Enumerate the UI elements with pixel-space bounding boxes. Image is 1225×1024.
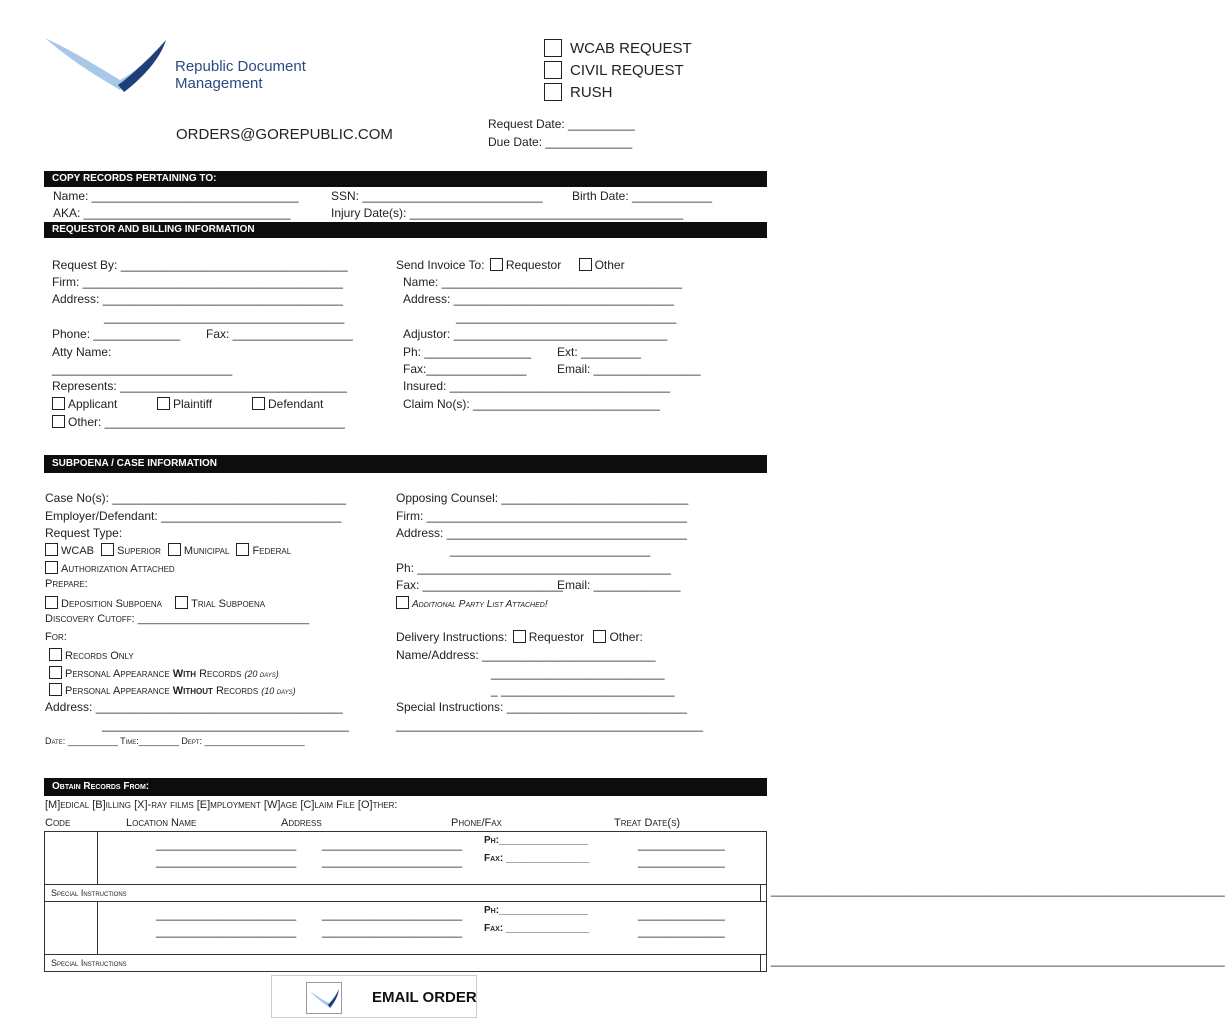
adjustor-field[interactable]: Adjustor: ________________________________ — [403, 327, 668, 341]
request-type-label: Request Type: — [45, 526, 123, 540]
treat-date-line-1b[interactable]: _____________ — [638, 854, 725, 868]
prepare-label: Prepare: — [45, 578, 88, 590]
brand-line-2: Management — [175, 75, 263, 92]
address-line-1a[interactable]: _____________________ — [322, 837, 463, 851]
bird-swoosh-icon — [40, 30, 170, 100]
phone-field-2[interactable]: Ph:________________ — [484, 905, 589, 916]
case-number-field[interactable]: Case No(s): ___________________________________ — [45, 491, 346, 505]
defendant-checkbox[interactable] — [252, 397, 265, 410]
subpoena-address-line-2[interactable]: _____________________________________ — [102, 718, 349, 732]
delivery-address-line-2[interactable]: __________________________ — [491, 666, 665, 680]
trial-subpoena-checkbox[interactable] — [175, 596, 188, 609]
represents-field[interactable]: Represents: __________________________________ — [52, 379, 347, 393]
due-date-field[interactable]: Due Date: _____________ — [488, 135, 633, 149]
address-line-2[interactable]: ____________________________________ — [104, 310, 345, 324]
special-instructions-input-2[interactable]: ____________________________________________________________________ — [760, 955, 766, 972]
appearance-with-records-option[interactable]: Personal Appearance With Records (20 days) — [49, 666, 279, 680]
adjustor-phone-field[interactable]: Ph: ________________ — [403, 345, 532, 359]
defendant-option[interactable]: Defendant — [252, 397, 323, 411]
column-phone-fax: Phone/Fax — [451, 817, 502, 829]
atty-name-label: Atty Name: — [52, 345, 112, 359]
address-line-2b[interactable]: _____________________ — [322, 924, 463, 938]
represents-other-option[interactable]: Other: ____________________________________ — [52, 415, 345, 429]
represents-other-checkbox[interactable] — [52, 415, 65, 428]
opposing-counsel-field[interactable]: Opposing Counsel: ____________________________ — [396, 491, 689, 505]
adjustor-ext-field[interactable]: Ext: _________ — [557, 345, 642, 359]
invoice-address-line-2[interactable]: _________________________________ — [456, 310, 677, 324]
wcab-request-option[interactable]: WCAB REQUEST — [544, 38, 692, 60]
location-name-line-2b[interactable]: _____________________ — [156, 924, 297, 938]
atty-name-field[interactable]: ___________________________ — [52, 362, 233, 376]
brand-name — [175, 58, 306, 92]
send-invoice-group: Send Invoice To: Requestor Other — [396, 258, 625, 272]
authorization-checkbox[interactable] — [45, 561, 58, 574]
location-row-2 — [98, 902, 767, 955]
invoice-requestor-checkbox[interactable] — [490, 258, 503, 271]
delivery-name-address-field[interactable]: Name/Address: __________________________ — [396, 648, 656, 662]
company-logo — [40, 30, 170, 105]
opposing-fax-field[interactable]: Fax: _____________________ — [396, 578, 563, 592]
special-instructions-line-2[interactable]: ______________________________________________ — [396, 718, 703, 732]
subject-name-field[interactable]: Name: _______________________________ — [53, 189, 299, 203]
rush-option[interactable]: RUSH — [544, 82, 692, 104]
treat-date-line-2a[interactable]: _____________ — [638, 907, 725, 921]
request-type-group — [544, 38, 692, 104]
civil-request-option[interactable]: CIVIL REQUEST — [544, 60, 692, 82]
email-order-button[interactable] — [271, 975, 477, 1018]
insured-field[interactable]: Insured: _________________________________ — [403, 379, 670, 393]
superior-checkbox[interactable] — [101, 543, 114, 556]
invoice-other-checkbox[interactable] — [579, 258, 592, 271]
applicant-checkbox[interactable] — [52, 397, 65, 410]
injury-date-field[interactable]: Injury Date(s): _________________________________________ — [331, 206, 684, 220]
subpoena-address-field[interactable]: Address: _____________________________________ — [45, 700, 343, 714]
address-line-1b[interactable]: _____________________ — [322, 854, 463, 868]
applicant-option[interactable]: Applicant — [52, 397, 117, 411]
for-label: For: — [45, 631, 67, 643]
opposing-firm-field[interactable]: Firm: _______________________________________ — [396, 509, 687, 523]
location-name-line-1a[interactable]: _____________________ — [156, 837, 297, 851]
birth-date-field[interactable]: Birth Date: ____________ — [572, 189, 713, 203]
adjustor-fax-field[interactable]: Fax:_______________ — [403, 362, 527, 376]
deposition-subpoena-checkbox[interactable] — [45, 596, 58, 609]
bird-logo-icon — [306, 982, 342, 1014]
employer-defendant-field[interactable]: Employer/Defendant: ___________________________ — [45, 509, 342, 523]
location-row-1 — [98, 832, 767, 885]
orders-email: ORDERS@GOREPUBLIC.COM — [176, 126, 393, 143]
column-location-name: Location Name — [126, 817, 197, 829]
special-instructions-input-1[interactable]: ____________________________________________________________________ — [760, 885, 766, 902]
email-order-label: EMAIL ORDER — [372, 989, 477, 1006]
delivery-instructions-group: Delivery Instructions: Requestor Other: — [396, 630, 643, 644]
special-instructions-label-1: Special Instructions — [45, 885, 761, 902]
delivery-address-line-3[interactable]: _ __________________________ — [491, 683, 675, 697]
court-type-group: WCAB Superior Municipal Federal — [45, 543, 291, 557]
fax-field-2[interactable]: Fax: _______________ — [484, 923, 590, 934]
ssn-field[interactable]: SSN: ___________________________ — [331, 189, 543, 203]
phone-field[interactable]: Phone: _____________ — [52, 327, 181, 341]
adjustor-email-field[interactable]: Email: ________________ — [557, 362, 701, 376]
column-address: Address — [281, 817, 322, 829]
federal-checkbox[interactable] — [236, 543, 249, 556]
subpoena-header: SUBPOENA / CASE INFORMATION — [44, 455, 767, 473]
fax-field-1[interactable]: Fax: _______________ — [484, 853, 590, 864]
appearance-with-records-checkbox[interactable] — [49, 666, 62, 679]
firm-field[interactable]: Firm: _______________________________________ — [52, 275, 343, 289]
invoice-name-field[interactable]: Name: ____________________________________ — [403, 275, 682, 289]
treat-date-line-2b[interactable]: _____________ — [638, 924, 725, 938]
request-date-field[interactable]: Request Date: __________ — [488, 117, 635, 131]
plaintiff-option[interactable]: Plaintiff — [157, 397, 212, 411]
treat-date-line-1a[interactable]: _____________ — [638, 837, 725, 851]
discovery-cutoff-field[interactable]: Discovery Cutoff: ____________________________ — [45, 613, 310, 625]
code-cell-2[interactable] — [45, 902, 98, 955]
requestor-header: REQUESTOR AND BILLING INFORMATION — [44, 222, 767, 238]
records-location-table — [44, 831, 1225, 972]
rush-checkbox[interactable] — [544, 83, 562, 101]
phone-field-1[interactable]: Ph:________________ — [484, 835, 589, 846]
invoice-address-field[interactable]: Address: _________________________________ — [403, 292, 674, 306]
location-name-line-2a[interactable]: _____________________ — [156, 907, 297, 921]
obtain-records-header: Obtain Records From: — [44, 778, 767, 796]
records-only-checkbox[interactable] — [49, 648, 62, 661]
date-time-dept-field[interactable]: Date: __________ Time:________ Dept: ____________________ — [45, 736, 305, 746]
opposing-address-line-2[interactable]: ______________________________ — [450, 543, 651, 557]
brand-line-1: Republic Document — [175, 58, 306, 75]
records-only-option[interactable]: Records Only — [49, 648, 134, 662]
copy-records-header: COPY RECORDS PERTAINING TO: — [44, 171, 767, 187]
special-instructions-label-2: Special Instructions — [45, 955, 761, 972]
municipal-checkbox[interactable] — [168, 543, 181, 556]
fax-field[interactable]: Fax: __________________ — [206, 327, 353, 341]
delivery-other-checkbox[interactable] — [593, 630, 606, 643]
plaintiff-checkbox[interactable] — [157, 397, 170, 410]
opposing-email-field[interactable]: Email: _____________ — [557, 578, 681, 592]
civil-request-checkbox[interactable] — [544, 61, 562, 79]
record-code-legend: [M]edical [B]illing [X]-ray films [E]mployment [W]age [C]laim File [O]ther: — [45, 799, 398, 811]
location-name-line-1b[interactable]: _____________________ — [156, 854, 297, 868]
opposing-phone-field[interactable]: Ph: ______________________________________ — [396, 561, 671, 575]
delivery-requestor-checkbox[interactable] — [513, 630, 526, 643]
wcab-checkbox[interactable] — [45, 543, 58, 556]
wcab-request-checkbox[interactable] — [544, 39, 562, 57]
aka-field[interactable]: AKA: _______________________________ — [53, 206, 291, 220]
address-field[interactable]: Address: ____________________________________ — [52, 292, 343, 306]
opposing-address-field[interactable]: Address: ____________________________________ — [396, 526, 687, 540]
additional-party-checkbox[interactable] — [396, 596, 409, 609]
code-cell-1[interactable] — [45, 832, 98, 885]
appearance-without-records-option[interactable]: Personal Appearance Without Records (10 days) — [49, 683, 296, 697]
address-line-2a[interactable]: _____________________ — [322, 907, 463, 921]
special-instructions-field[interactable]: Special Instructions: ___________________________ — [396, 700, 687, 714]
request-by-field[interactable]: Request By: __________________________________ — [52, 258, 348, 272]
claim-number-field[interactable]: Claim No(s): ____________________________ — [403, 397, 660, 411]
appearance-without-records-checkbox[interactable] — [49, 683, 62, 696]
column-treat-dates: Treat Date(s) — [614, 817, 681, 829]
prepare-group: Deposition Subpoena Trial Subpoena — [45, 596, 265, 610]
column-code: Code — [45, 817, 71, 829]
authorization-option[interactable]: Authorization Attached — [45, 561, 175, 575]
additional-party-option[interactable]: Additional Party List Attached! — [396, 596, 548, 610]
